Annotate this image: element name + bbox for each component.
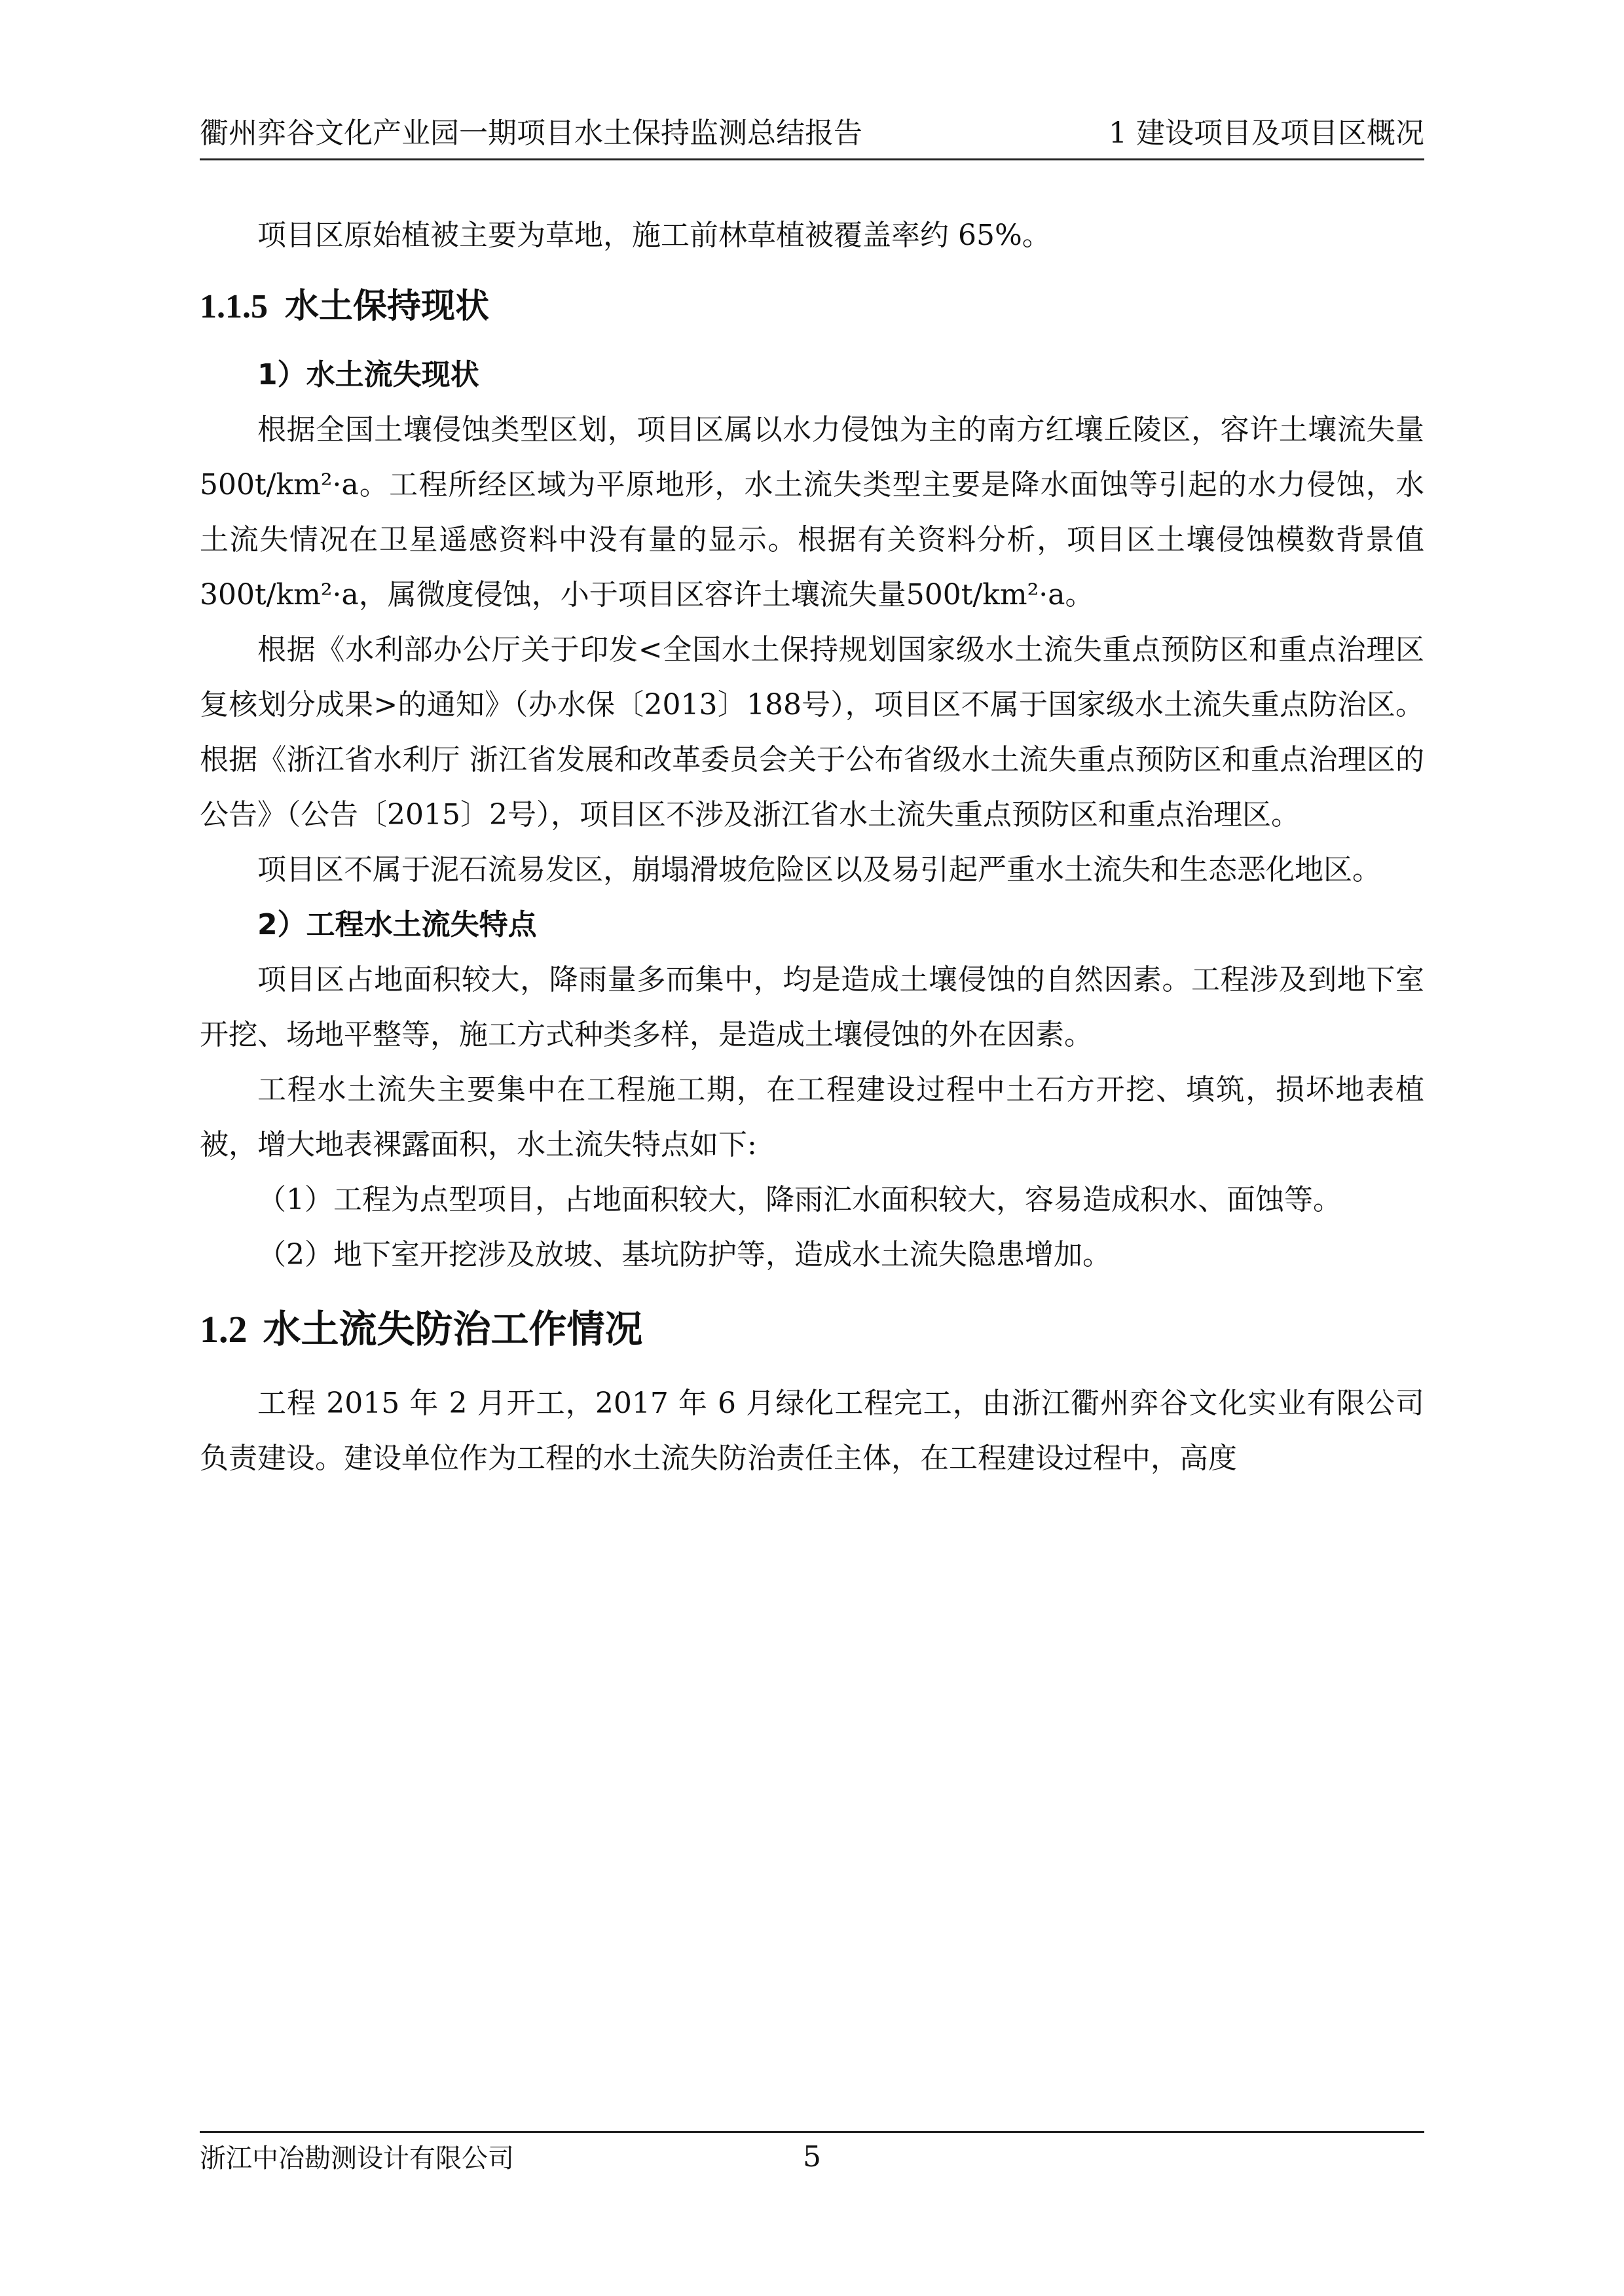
page-number: 5: [803, 2140, 821, 2174]
page-header: [200, 113, 1424, 160]
paragraph-key-prevention-zones: 根据《水利部办公厅关于印发<全国水土保持规划国家级水土流失重点预防区和重点治理区复核划分成果>的通知》（办水保〔2013〕188号），项目区不属于国家级水土流失重点防治区。根据《浙江省水利厅 浙江省发展和改革委员会关于公布省级水土流失重点预防区和重点治理区的公告》（公告〔2015〕2号），项目区不涉及浙江省水土流失重点预防区和重点治理区。: [200, 633, 1424, 831]
page-footer: [200, 2131, 1424, 2185]
paragraph-erosion-factors: 项目区占地面积较大，降雨量多而集中，均是造成土壤侵蚀的自然因素。工程涉及到地下室开挖、场地平整等，施工方式种类多样，是造成土壤侵蚀的外在因素。: [200, 963, 1424, 1051]
section-title: 水土流失防治工作情况: [263, 1307, 643, 1351]
paragraph-item-2: （2）地下室开挖涉及放坡、基坑防护等，造成水土流失隐患增加。: [257, 1238, 1111, 1271]
paragraph-project-timeline: 工程 2015 年 2 月开工，2017 年 6 月绿化工程完工，由浙江衢州弈谷文化实业有限公司负责建设。建设单位作为工程的水土流失防治责任主体，在工程建设过程中，高度: [200, 1387, 1424, 1475]
paragraph-construction-period: 工程水土流失主要集中在工程施工期，在工程建设过程中土石方开挖、填筑，损坏地表植被，增大地表裸露面积，水土流失特点如下:: [200, 1073, 1424, 1161]
section-heading-1-1-5: [200, 279, 1424, 335]
header-report-title: 衢州弈谷文化产业园一期项目水土保持监测总结报告: [200, 117, 862, 150]
footer-company: 浙江中冶勘测设计有限公司: [200, 2143, 514, 2174]
subheading-soil-loss-status: 1）水土流失现状: [257, 358, 479, 392]
paragraph-item-1: （1）工程为点型项目，占地面积较大，降雨汇水面积较大，容易造成积水、面蚀等。: [257, 1183, 1342, 1216]
section-heading-1-2: [200, 1300, 1424, 1359]
page-body: [200, 208, 1424, 1486]
paragraph-erosion-zoning: 根据全国土壤侵蚀类型区划，项目区属以水力侵蚀为主的南方红壤丘陵区，容许土壤流失量500t/km²·a。工程所经区域为平原地形，水土流失类型主要是降水面蚀等引起的水力侵蚀，水土流失情况在卫星遥感资料中没有量的显示。根据有关资料分析，项目区土壤侵蚀模数背景值300t/km²·a，属微度侵蚀，小于项目区容许土壤流失量500t/km²·a。: [200, 413, 1424, 611]
header-chapter-title: 1 建设项目及项目区概况: [1109, 117, 1424, 150]
section-title: 水土保持现状: [285, 287, 490, 326]
paragraph-hazard-areas: 项目区不属于泥石流易发区，崩塌滑坡危险区以及易引起严重水土流失和生态恶化地区。: [257, 853, 1381, 886]
subheading-project-characteristics: 2）工程水土流失特点: [257, 908, 537, 941]
section-number: 1.1.5: [200, 288, 268, 325]
paragraph-intro: 项目区原始植被主要为草地，施工前林草植被覆盖率约 65%。: [257, 219, 1051, 252]
section-number: 1.2: [200, 1308, 248, 1351]
